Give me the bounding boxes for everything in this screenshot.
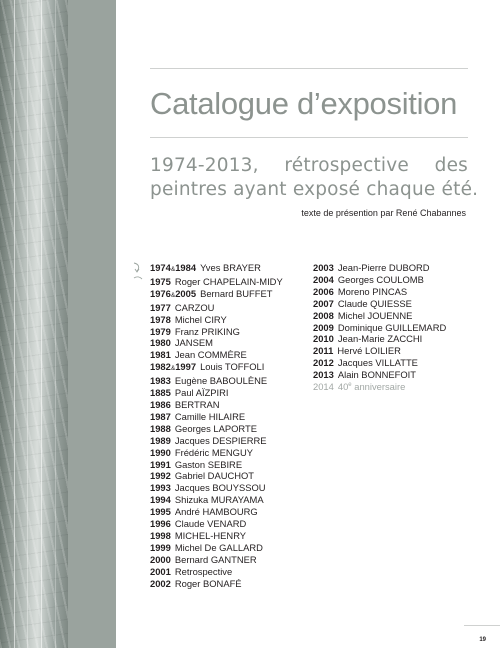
entry-artist-name: Jean-Pierre DUBORD	[337, 262, 430, 273]
entry-year	[150, 578, 171, 589]
list-item	[150, 470, 283, 482]
entry-artist-name: Michel CIRY	[174, 313, 227, 325]
entry-year-start: 1982	[150, 361, 171, 373]
entry-year-start: 1992	[150, 470, 171, 482]
list-item	[150, 423, 283, 435]
entry-year	[150, 262, 196, 273]
entry-year	[150, 326, 171, 337]
entry-artist-name: Shizuka MURAYAMA	[174, 494, 264, 506]
anniversary-label	[338, 381, 405, 392]
entry-year-start: 1979	[150, 325, 171, 337]
entry-artist-name: Georges LAPORTE	[174, 422, 258, 434]
list-item	[150, 288, 283, 302]
entry-artist-name: Alain BONNEFOIT	[337, 369, 416, 381]
entry-year-start: 1993	[150, 482, 171, 494]
entry-year-ampersand: &	[170, 266, 176, 273]
entry-artist-name: Louis TOFFOLI	[200, 361, 265, 373]
entry-year	[313, 369, 334, 380]
list-item	[150, 349, 283, 361]
list-item	[313, 274, 446, 286]
exhibitors-list-left	[150, 262, 283, 589]
list-item	[313, 333, 446, 345]
entry-artist-name: Georges COULOMB	[337, 273, 424, 285]
entry-year-start: 1981	[150, 349, 171, 361]
entry-year	[150, 482, 171, 493]
entry-artist-name: André HAMBOURG	[174, 506, 258, 518]
anniversary-entry	[313, 381, 446, 393]
entry-year	[150, 447, 171, 458]
list-item	[150, 578, 283, 590]
entry-artist-name: Michel JOUENNE	[337, 309, 413, 321]
subtitle-line-2: peintres ayant exposé chaque été.	[150, 179, 479, 200]
decorative-color-band	[68, 0, 116, 648]
entry-year	[313, 333, 334, 344]
entry-artist-name: Roger BONAFÉ	[174, 577, 242, 589]
entry-year	[150, 423, 171, 434]
entry-year-start: 2009	[313, 321, 334, 333]
entry-year-start: 2001	[150, 565, 171, 577]
entry-year	[150, 542, 171, 553]
list-item	[313, 322, 446, 334]
entry-artist-name: Claude VENARD	[174, 518, 247, 530]
entry-year	[313, 345, 333, 356]
entry-year-start: 2002	[150, 577, 171, 589]
list-item	[150, 447, 283, 459]
entry-year-start: 1988	[150, 422, 171, 434]
list-item	[150, 554, 283, 566]
entry-artist-name: Jacques DESPIERRE	[174, 434, 267, 446]
list-item	[150, 482, 283, 494]
credit-line: texte de présention par René Chabannes	[301, 208, 466, 218]
entry-artist-name: Bernard BUFFET	[200, 287, 273, 299]
list-item	[150, 518, 283, 530]
list-item	[313, 286, 446, 298]
list-item	[150, 435, 283, 447]
entry-artist-name: Roger CHAPELAIN-MIDY	[174, 275, 283, 287]
entry-year	[313, 262, 334, 273]
entry-artist-name: Eugène BABOULÈNE	[174, 375, 268, 387]
entry-artist-name: Frédéric MENGUY	[174, 446, 253, 458]
entry-year	[150, 375, 171, 386]
entry-year	[150, 566, 171, 577]
entry-artist-name: Dominique GUILLEMARD	[337, 321, 447, 333]
entry-year	[313, 322, 334, 333]
list-item	[150, 387, 283, 399]
entry-year	[313, 274, 334, 285]
list-item	[150, 506, 283, 518]
list-item	[313, 262, 446, 274]
list-item	[313, 369, 446, 381]
entry-year-start: 1991	[150, 458, 171, 470]
entry-artist-name: JANSEM	[174, 337, 213, 349]
entry-year	[150, 387, 171, 398]
entry-artist-name: Moreno PINCAS	[337, 285, 408, 297]
entry-year-end: 1997	[175, 361, 197, 373]
anniversary-ordinal-suffix: e	[348, 381, 352, 388]
entry-year-start: 1978	[150, 313, 171, 325]
entry-year	[150, 314, 171, 325]
entry-year-start: 1977	[150, 301, 171, 313]
entry-year-ampersand: &	[170, 291, 176, 299]
page-number: 19	[479, 637, 486, 643]
entry-year	[150, 530, 171, 541]
curved-arrow-icon	[131, 260, 145, 282]
entry-year	[150, 518, 171, 529]
list-item	[150, 337, 283, 349]
page-title: Catalogue d’exposition	[150, 86, 458, 121]
entry-year	[150, 399, 171, 410]
exhibitors-list-right	[313, 262, 446, 393]
entry-year	[150, 470, 171, 481]
entry-artist-name: Jacques BOUYSSOU	[174, 482, 266, 494]
entry-artist-name: Gabriel DAUCHOT	[174, 470, 255, 482]
entry-year	[150, 494, 171, 505]
entry-year-start: 1983	[150, 375, 171, 387]
entry-year-start: 1996	[150, 518, 171, 530]
entry-year	[313, 298, 334, 309]
list-item	[150, 361, 283, 375]
list-item	[150, 530, 283, 542]
list-item	[150, 542, 283, 554]
list-item	[313, 357, 446, 369]
list-item	[150, 459, 283, 471]
list-item	[150, 276, 283, 288]
entry-year-end: 1984	[175, 262, 197, 273]
entry-artist-name: Michel De GALLARD	[174, 541, 263, 553]
entry-year-start: 2008	[313, 309, 334, 321]
entry-year	[313, 286, 334, 297]
list-item	[313, 345, 446, 357]
entry-year-start: 1986	[150, 398, 171, 410]
entry-year-start: 2013	[313, 369, 334, 381]
entry-year-ampersand: &	[170, 365, 176, 373]
entry-year	[150, 411, 171, 422]
entry-year	[150, 276, 171, 287]
entry-artist-name: Bernard GANTNER	[174, 553, 257, 565]
entry-artist-name: Jean COMMÈRE	[174, 349, 247, 361]
entry-year-end: 2005	[175, 287, 197, 299]
entry-year-start: 2011	[313, 345, 334, 357]
anniversary-text: anniversaire	[354, 381, 406, 393]
entry-year	[150, 554, 171, 565]
entry-year-start: 1990	[150, 446, 171, 458]
entry-year	[150, 435, 171, 446]
entry-year-start: 1976	[150, 287, 171, 299]
list-item	[150, 375, 283, 387]
subtitle-line-1: 1974-2013, rétrospective des	[150, 155, 468, 176]
list-item	[150, 326, 283, 338]
list-item	[150, 399, 283, 411]
list-item	[150, 566, 283, 578]
entry-artist-name: Jean-Marie ZACCHI	[337, 333, 423, 345]
decorative-photo-strip	[0, 0, 68, 648]
list-item	[313, 310, 446, 322]
entry-year-start: 2004	[313, 273, 334, 285]
entry-year	[150, 361, 196, 372]
entry-year-start: 2000	[150, 553, 171, 565]
entry-artist-name: Claude QUIESSE	[337, 297, 412, 309]
entry-year-start: 1987	[150, 410, 171, 422]
entry-artist-name: Yves BRAYER	[200, 262, 261, 273]
anniversary-ordinal: 40	[337, 381, 349, 393]
list-item	[150, 314, 283, 326]
entry-year-start: 1885	[150, 387, 171, 399]
list-item	[150, 411, 283, 423]
entry-year-start: 2012	[313, 357, 334, 369]
entry-year-start: 1999	[150, 541, 171, 553]
entry-artist-name: CARZOU	[174, 301, 215, 313]
entry-artist-name: BERTRAN	[174, 398, 220, 410]
subtitle	[150, 154, 479, 202]
entry-artist-name: Hervé LOILIER	[337, 345, 401, 357]
entry-year	[313, 357, 334, 368]
entry-year-start: 2006	[313, 285, 334, 297]
entry-artist-name: Jacques VILLATTE	[337, 357, 418, 369]
title-rule	[150, 137, 468, 138]
entry-year-start: 1980	[150, 337, 171, 349]
list-item	[313, 298, 446, 310]
entry-year	[150, 459, 171, 470]
entry-year	[150, 337, 171, 348]
top-rule	[150, 68, 468, 69]
entry-year	[150, 506, 171, 517]
entry-year	[150, 288, 196, 299]
entry-year-start: 1975	[150, 275, 171, 287]
entry-artist-name: Camille HILAIRE	[174, 410, 246, 422]
entry-year-start: 2010	[313, 333, 334, 345]
entry-year-start: 1989	[150, 434, 171, 446]
entry-year-start: 1998	[150, 529, 171, 541]
entry-year-start: 1994	[150, 494, 171, 506]
list-item	[150, 302, 283, 314]
entry-artist-name: Retrospective	[174, 565, 233, 577]
entry-year-start: 2003	[313, 262, 334, 273]
anniversary-year: 2014	[313, 381, 334, 393]
list-item	[150, 494, 283, 506]
entry-year-start: 2007	[313, 297, 334, 309]
entry-artist-name: MICHEL-HENRY	[174, 529, 247, 541]
footer-rule	[464, 625, 500, 626]
entry-year-start: 1974	[150, 262, 171, 273]
entry-year	[150, 349, 171, 360]
entry-year	[313, 310, 334, 321]
list-item	[150, 262, 283, 276]
entry-artist-name: Paul AÏZPIRI	[174, 387, 229, 399]
entry-artist-name: Franz PRIKING	[174, 325, 240, 337]
entry-artist-name: Gaston SEBIRE	[174, 458, 243, 470]
entry-year-start: 1995	[150, 506, 171, 518]
entry-year	[150, 302, 171, 313]
